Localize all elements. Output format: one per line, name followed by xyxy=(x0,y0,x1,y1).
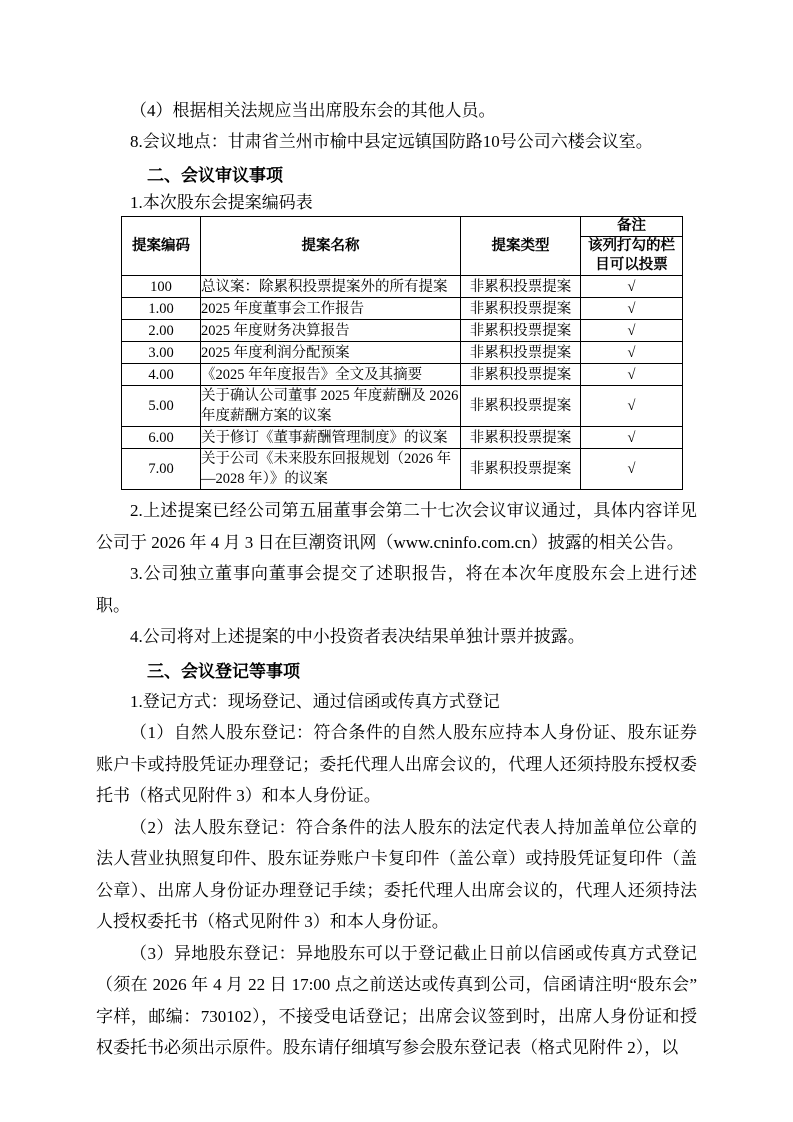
table-row xyxy=(122,386,683,427)
cell-proposal-name: 总议案：除累积投票提案外的所有提案 xyxy=(201,276,461,298)
check-mark: √ xyxy=(581,342,683,364)
section2-notes-block xyxy=(96,495,697,653)
cell-proposal-type: 非累积投票提案 xyxy=(461,427,581,449)
cell-proposal-name: 关于公司《未来股东回报规划（2026 年—2028 年）》的议案 xyxy=(201,449,461,490)
cell-proposal-name: 2025 年度董事会工作报告 xyxy=(201,298,461,320)
paragraph-legal-person-registration: （2）法人股东登记：符合条件的法人股东的法定代表人持加盖单位公章的法人营业执照复印件、股东证券账户卡复印件（盖公章）或持股凭证复印件（盖公章）、出席人身份证办理登记手续；委托代理人出席会议的，代理人还须持法人授权委托书（格式见附件 3）和本人身份证。 xyxy=(96,817,697,931)
check-mark: √ xyxy=(581,298,683,320)
paragraph-minority-investor-count: 4.公司将对上述提案的中小投资者表决结果单独计票并披露。 xyxy=(130,627,585,646)
paragraph-registration-methods: 1.登记方式：现场登记、通过信函或传真方式登记 xyxy=(130,691,500,711)
section3-block xyxy=(96,686,697,1064)
cell-proposal-code: 3.00 xyxy=(122,342,201,364)
check-mark: √ xyxy=(581,427,683,449)
cell-proposal-name: 《2025 年年度报告》全文及其摘要 xyxy=(201,364,461,386)
check-mark: √ xyxy=(581,449,683,490)
header-proposal-name: 提案名称 xyxy=(201,217,461,276)
table-caption: 1.本次股东会提案编码表 xyxy=(130,193,313,212)
paragraph-independent-director-report: 3.公司独立董事向董事会提交了述职报告，将在本次年度股东会上进行述职。 xyxy=(96,564,697,615)
header-remark: 备注 xyxy=(581,217,683,237)
cell-proposal-name: 2025 年度财务决算报告 xyxy=(201,320,461,342)
cell-proposal-type: 非累积投票提案 xyxy=(461,364,581,386)
header-remark-note: 该列打勾的栏目可以投票 xyxy=(581,237,683,276)
cell-proposal-code: 100 xyxy=(122,276,201,298)
table-row xyxy=(122,276,683,298)
check-mark: √ xyxy=(581,386,683,427)
cell-proposal-code: 4.00 xyxy=(122,364,201,386)
paragraph-natural-person-registration: （1）自然人股东登记：符合条件的自然人股东应持本人身份证、股东证券账户卡或持股凭证办理登记；委托代理人出席会议的，代理人还须持股东授权委托书（格式见附件 3）和本人身份证。 xyxy=(96,723,697,805)
cell-proposal-type: 非累积投票提案 xyxy=(461,342,581,364)
check-mark: √ xyxy=(581,320,683,342)
paragraph-meeting-location: 8.会议地点：甘肃省兰州市榆中县定远镇国防路10号公司六楼会议室。 xyxy=(130,132,653,151)
header-proposal-type: 提案类型 xyxy=(461,217,581,276)
cell-proposal-type: 非累积投票提案 xyxy=(461,298,581,320)
section-heading-review-matters: 二、会议审议事项 xyxy=(147,166,283,185)
paragraph-board-approval: 2.上述提案已经公司第五届董事会第二十七次会议审议通过，具体内容详见公司于 2026 年 4 月 3 日在巨潮资讯网（www.cninfo.com.cn）披露的相关公告。 xyxy=(96,501,697,552)
proposal-code-table xyxy=(121,216,683,490)
table-header-row xyxy=(122,217,683,237)
cell-proposal-code: 6.00 xyxy=(122,427,201,449)
paragraph-other-attendees: （4）根据相关法规应当出席股东会的其他人员。 xyxy=(130,101,496,120)
check-mark: √ xyxy=(581,276,683,298)
cell-proposal-name: 关于确认公司董事 2025 年度薪酬及 2026 年度薪酬方案的议案 xyxy=(201,386,461,427)
header-proposal-code: 提案编码 xyxy=(122,217,201,276)
cell-proposal-code: 7.00 xyxy=(122,449,201,490)
table-row xyxy=(122,449,683,490)
cell-proposal-name: 2025 年度利润分配预案 xyxy=(201,342,461,364)
table-row xyxy=(122,320,683,342)
table-row xyxy=(122,342,683,364)
section-heading-registration-matters: 三、会议登记等事项 xyxy=(147,661,300,681)
cell-proposal-type: 非累积投票提案 xyxy=(461,320,581,342)
table-row xyxy=(122,427,683,449)
cell-proposal-type: 非累积投票提案 xyxy=(461,386,581,427)
table-row xyxy=(122,298,683,320)
intro-block xyxy=(96,95,697,157)
check-mark: √ xyxy=(581,364,683,386)
paragraph-remote-shareholder-registration: （3）异地股东登记：异地股东可以于登记截止日前以信函或传真方式登记（须在 2026 年 4 月 22 日 17:00 点之前送达或传真到公司，信函请注明“股东会”字样，邮编：730102），不接受电话登记；出席会议签到时，出席人身份证和授权委托书必须出示原件。股东请仔细填写参会股东登记表（格式见附件 2），以 xyxy=(96,943,697,1057)
cell-proposal-code: 2.00 xyxy=(122,320,201,342)
cell-proposal-code: 1.00 xyxy=(122,298,201,320)
cell-proposal-type: 非累积投票提案 xyxy=(461,276,581,298)
cell-proposal-name: 关于修订《董事薪酬管理制度》的议案 xyxy=(201,427,461,449)
cell-proposal-code: 5.00 xyxy=(122,386,201,427)
cell-proposal-type: 非累积投票提案 xyxy=(461,449,581,490)
table-row xyxy=(122,364,683,386)
